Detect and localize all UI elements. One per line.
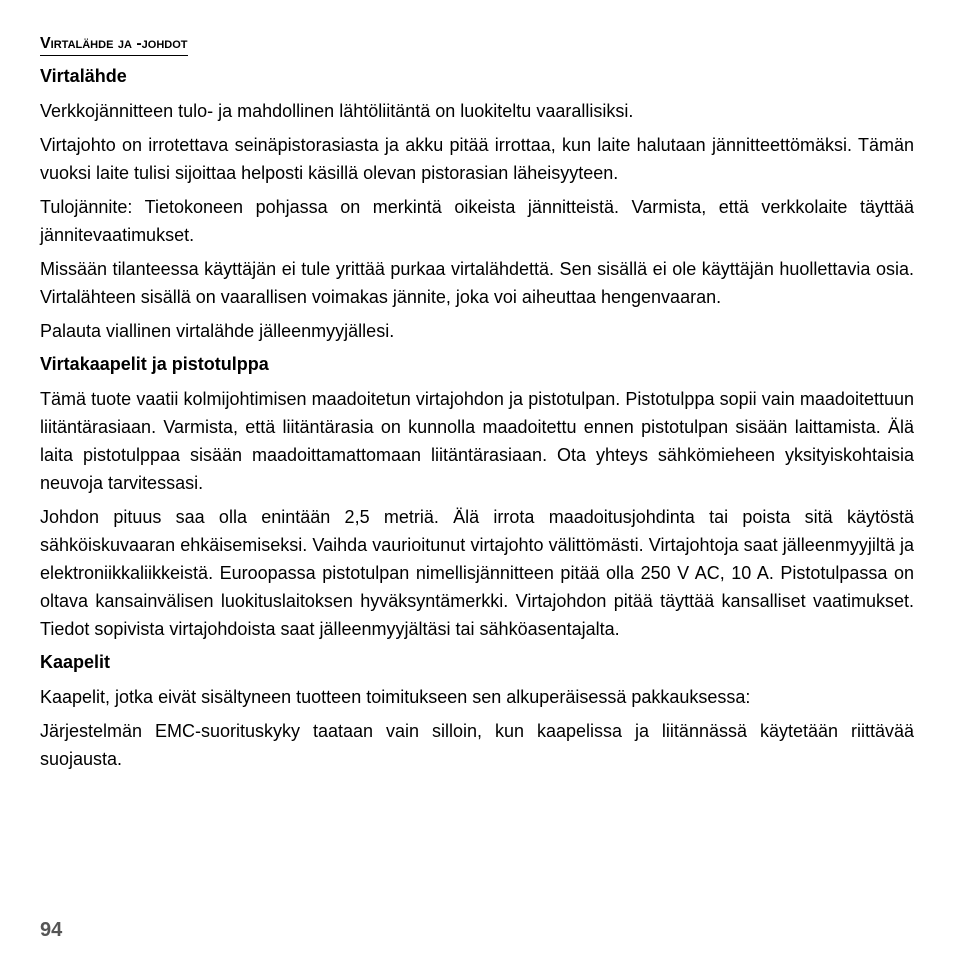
- subsection-kaapelit: [40, 651, 914, 773]
- paragraph: Järjestelmän EMC-suorituskyky taataan vain silloin, kun kaapelissa ja liitännässä käytetään riittävää suojausta.: [40, 721, 914, 769]
- document-page: [40, 34, 914, 779]
- paragraph: Missään tilanteessa käyttäjän ei tule yrittää purkaa virtalähdettä. Sen sisällä ei ole käyttäjän huollettavia osia. Virtalähteen sisällä on vaarallisen voimakas jännite, joka voi aiheuttaa hengenvaaran.: [40, 259, 914, 307]
- subsection-virtalahde: [40, 65, 914, 345]
- paragraph: Tämä tuote vaatii kolmijohtimisen maadoitetun virtajohdon ja pistotulpan. Pistotulppa sopii vain maadoitettuun liitäntärasiaan. Varmista, että liitäntärasia on kunnolla maadoitettu ennen pistotulpan sisään laittamista. Älä laita pistotulppaa sisään maadoittamattomaan liitäntärasiaan. Ota yhteys sähkömieheen yksityiskohtaisia neuvoja tarvitessasi.: [40, 389, 914, 493]
- subsection-virtakaapelit: [40, 353, 914, 643]
- paragraph: Kaapelit, jotka eivät sisältyneen tuotteen toimitukseen sen alkuperäisessä pakkauksessa:: [40, 687, 751, 707]
- paragraph: Tulojännite: Tietokoneen pohjassa on merkintä oikeista jännitteistä. Varmista, että verkkolaite täyttää jännitevaatimukset.: [40, 197, 914, 245]
- page-number: 94: [40, 919, 63, 941]
- paragraph: Verkkojännitteen tulo- ja mahdollinen lähtöliitäntä on luokiteltu vaarallisiksi.: [40, 101, 634, 121]
- paragraph: Palauta viallinen virtalähde jälleenmyyjällesi.: [40, 321, 395, 341]
- subsection-heading: Virtalähde: [40, 66, 127, 86]
- section-title: Virtalähde ja -johdot: [40, 34, 188, 56]
- subsection-heading: Virtakaapelit ja pistotulppa: [40, 354, 269, 374]
- subsection-heading: Kaapelit: [40, 652, 111, 672]
- paragraph: Johdon pituus saa olla enintään 2,5 metriä. Älä irrota maadoitusjohdinta tai poista sitä käytöstä sähköiskuvaaran ehkäisemiseksi. Vaihda vaurioitunut virtajohto välittömästi. Virtajohtoja saat jälleenmyyjiltä ja elektroniikkaliikkeistä. Euroopassa pistotulpan nimellisjännitteen pitää olla 250 V AC, 10 A. Pistotulpassa on oltava kansainvälisen luokituslaitoksen hyväksyntämerkki. Virtajohdon pitää täyttää kansalliset vaatimukset. Tiedot sopivista virtajohdoista saat jälleenmyyjältäsi tai sähköasentajalta.: [40, 507, 914, 639]
- paragraph: Virtajohto on irrotettava seinäpistorasiasta ja akku pitää irrottaa, kun laite halutaan jännitteettömäksi. Tämän vuoksi laite tulisi sijoittaa helposti käsillä olevan pistorasian läheisyyteen.: [40, 135, 914, 183]
